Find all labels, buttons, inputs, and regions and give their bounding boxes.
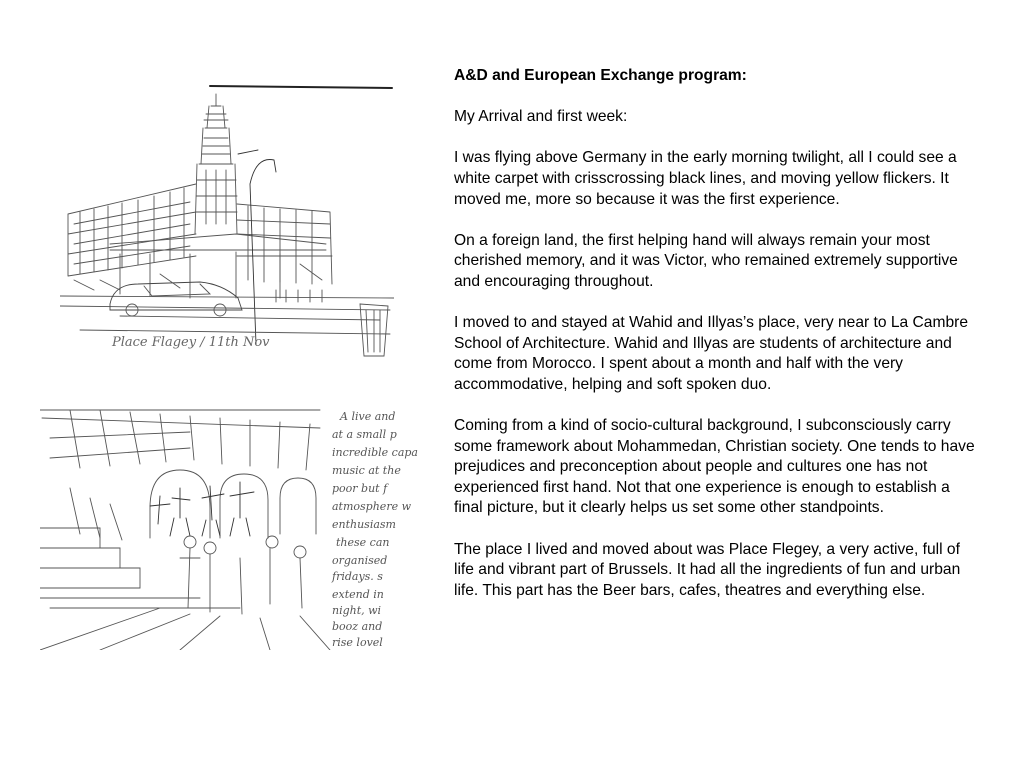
paragraph: The place I lived and moved about was Place Flegey, a very active, full of life and vibrant part of Brussels. It had all the ingredients of fun and urban life. This part has the Beer bars, cafes, theatres and everything else. [454, 540, 961, 599]
handwriting-line: night, wi [332, 604, 382, 617]
handwriting-line: music at the [332, 464, 401, 477]
building-sketch-image [60, 84, 394, 376]
handwriting-line: extend in [332, 588, 384, 601]
paragraph: On a foreign land, the first helping hand will always remain your most cherished memory, and it was Victor, who remained extremely supportive and encouraging throughout. [454, 231, 958, 290]
sketch-caption: Place Flagey / 11th Nov [112, 335, 270, 350]
interior-sketch-image [40, 408, 424, 650]
handwriting-line: these can [336, 536, 390, 549]
document-title: A&D and European Exchange program: [454, 67, 747, 84]
paragraph: Coming from a kind of socio-cultural background, I subconsciously carry some framework about Mohammedan, Christian society. One tends to have prejudices and preconception about people and cultures one has not experienced first hand. Not that one experience is enough to establish a final picture, but it clearly helps us set some other standpoints. [454, 417, 975, 517]
handwriting-line: fridays. s [332, 570, 383, 583]
handwriting-line: at a small p [332, 428, 397, 441]
document-subtitle: My Arrival and first week: [454, 108, 628, 126]
handwriting-line: organised [332, 554, 388, 567]
handwriting-line: rise lovel [332, 636, 383, 649]
handwriting-line: enthusiasm [332, 518, 396, 531]
handwriting-line: atmosphere w [332, 500, 411, 513]
article-text [454, 66, 976, 622]
building-sketch-drawing [60, 84, 394, 376]
handwriting-line: incredible capa [332, 446, 418, 459]
handwriting-line: poor but f [332, 482, 388, 495]
paragraph: I moved to and stayed at Wahid and Illyas’s place, very near to La Cambre School of Architecture. Wahid and Illyas are students of architecture and come from Morocco. I spent about a month and half with the very accommodative, helping and soft spoken duo. [454, 314, 968, 393]
interior-sketch-drawing [40, 408, 424, 650]
handwriting-line: A live and [340, 410, 396, 423]
paragraph: I was flying above Germany in the early morning twilight, all I could see a white carpet with crisscrossing black lines, and moving yellow flickers. It moved me, more so because it was the first experience. [454, 149, 957, 208]
handwriting-line: booz and [332, 620, 383, 633]
